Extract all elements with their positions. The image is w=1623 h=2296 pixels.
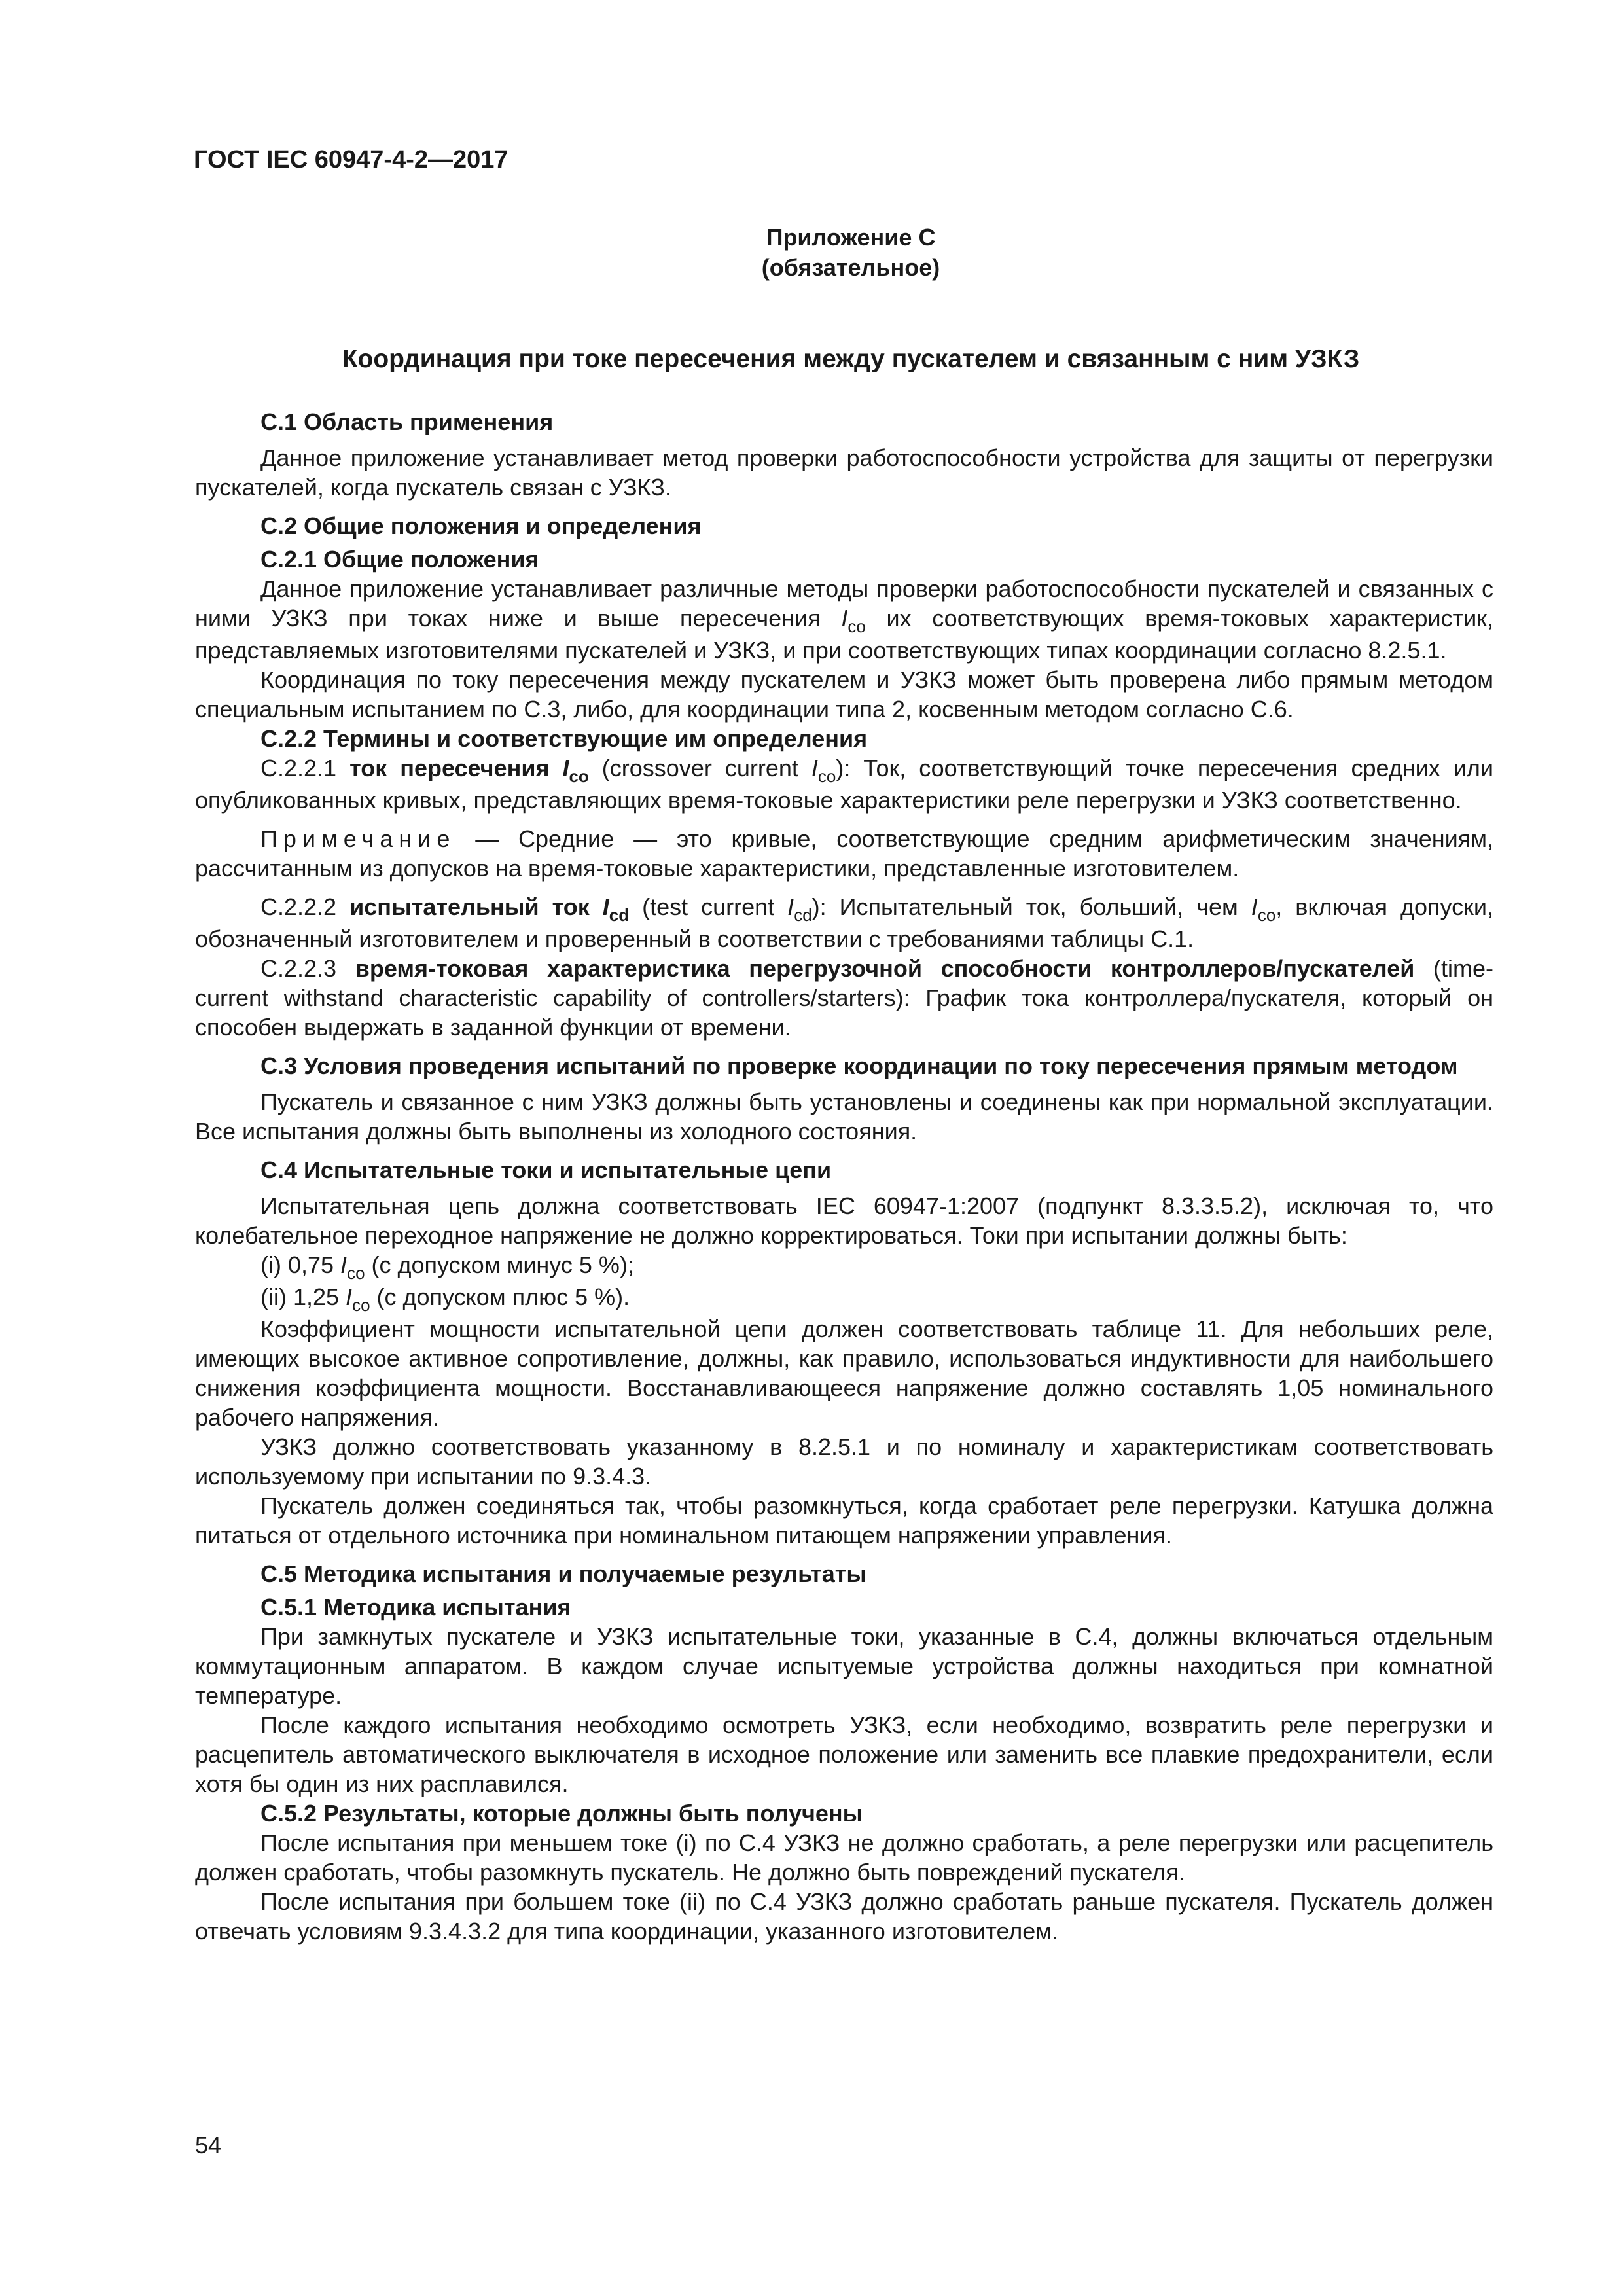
symbol: I: [811, 755, 818, 781]
paragraph: Координация по току пересечения между пускателем и УЗКЗ может быть проверена либо прямым методом специальным испытанием по С.3, либо, для координации типа 2, косвенным методом согласно С.6.: [195, 666, 1493, 723]
paragraph: После испытания при меньшем токе (i) по С.4 УЗКЗ не должно сработать, а реле перегрузки или расцепитель должен сработать, чтобы разомкнуть пускатель. Не должно быть повреждений пускателя.: [195, 1829, 1493, 1886]
definition-number: С.2.2.3: [260, 955, 355, 982]
section-heading-c5-1: С.5.1 Методика испытания: [260, 1594, 571, 1621]
paragraph: Испытательная цепь должна соответствовать IEC 60947-1:2007 (подпункт 8.3.3.5.2), исключая то, что колебательное переходное напряжение не должно корректироваться. Токи при испытании должны быть:: [195, 1193, 1493, 1249]
section-heading-c2-2: С.2.2 Термины и соответствующие им определения: [260, 725, 868, 752]
symbol: I: [841, 605, 848, 632]
paragraph: После испытания при большем токе (ii) по С.4 УЗКЗ должно сработать раньше пускателя. Пускатель должен отвечать условиям 9.3.4.3.2 для типа координации, указанного изготовителем.: [195, 1888, 1493, 1945]
text-run: (i) 0,75: [260, 1251, 341, 1278]
text-run: (time-current withstand characteristic capability of controllers/starters): График тока контроллера/пускателя, который он способен выдержать в заданной функции от времени.: [195, 955, 1493, 1041]
section-heading-c2-1: С.2.1 Общие положения: [260, 546, 539, 573]
paragraph: После каждого испытания необходимо осмотреть УЗКЗ, если необходимо, возвратить реле перегрузки и расцепитель автоматического выключателя в исходное положение или заменить все плавкие предохранители, если хотя бы один из них расплавился.: [195, 1712, 1493, 1797]
definition-number: С.2.2.1: [260, 755, 350, 781]
subscript: co: [347, 1263, 365, 1283]
text-run: (ii) 1,25: [260, 1283, 346, 1310]
definition-c2-2-3: [195, 954, 1493, 1042]
subscript: co: [569, 766, 589, 786]
definition-term: испытательный ток: [349, 893, 603, 920]
symbol: I: [346, 1283, 353, 1310]
text-run: (с допуском плюс 5 %).: [370, 1283, 630, 1310]
annex-title: Координация при токе пересечения между пускателем и связанным с ним УЗКЗ: [342, 345, 1360, 373]
paragraph: Данное приложение устанавливает метод проверки работоспособности устройства для защиты от перегрузки пускателей, когда пускатель связан с УЗКЗ.: [195, 444, 1493, 501]
note: [195, 824, 1493, 883]
note-label: Примечание: [260, 825, 456, 852]
paragraph: Пускатель и связанное с ним УЗКЗ должны быть установлены и соединены как при нормальной эксплуатации. Все испытания должны быть выполнены из холодного состояния.: [195, 1088, 1493, 1145]
list-item: [195, 1250, 1493, 1282]
list-item: [195, 1282, 1493, 1314]
subscript: co: [847, 617, 866, 636]
text-run: ): Ток, соответствующий точке пересечения средних или опубликованных кривых, представляющих время-токовые характеристики реле перегрузки и УЗКЗ соответственно.: [195, 755, 1493, 814]
symbol: I: [562, 755, 569, 781]
section-heading-c2: С.2 Общие положения и определения: [260, 512, 702, 539]
definition-c2-2-1: [195, 753, 1493, 815]
annex-label: Приложение С: [766, 224, 936, 251]
note-text: — Средние — это кривые, соответствующие средним арифметическим значениям, рассчитанным из допусков на время-токовые характеристики, представленные изготовителем.: [195, 825, 1493, 882]
symbol: I: [787, 893, 794, 920]
document-body: [195, 407, 1493, 1946]
symbol: I: [1251, 893, 1258, 920]
text-run: Данное приложение устанавливает различные методы проверки работоспособности пускателей и связанных с ними УЗКЗ при токах ниже и выше пересечения: [195, 575, 1493, 632]
definition-term: ток пересечения: [349, 755, 563, 781]
section-heading-c3: С.3 Условия проведения испытаний по проверке координации по току пересечения прямым методом: [260, 1052, 1458, 1079]
annex-status: (обязательное): [761, 254, 940, 281]
paragraph: При замкнутых пускателе и УЗКЗ испытательные токи, указанные в С.4, должны включаться отдельным коммутационным аппаратом. В каждом случае испытуемые устройства должны находиться при комнатной температуре.: [195, 1623, 1493, 1709]
symbol: I: [340, 1251, 348, 1278]
subscript: co: [352, 1295, 370, 1315]
document-code: ГОСТ IEC 60947-4-2—2017: [194, 146, 508, 173]
subscript: co: [1257, 905, 1276, 925]
paragraph: Пускатель должен соединяться так, чтобы разомкнуться, когда сработает реле перегрузки. Катушка должна питаться от отдельного источника при номинальном питающем напряжении управления.: [195, 1492, 1493, 1549]
section-heading-c4: С.4 Испытательные токи и испытательные цепи: [260, 1157, 832, 1183]
subscript: co: [817, 766, 836, 786]
text-run: (test current: [629, 893, 788, 920]
section-heading-c5: С.5 Методика испытания и получаемые результаты: [260, 1560, 867, 1587]
symbol: I: [602, 893, 609, 920]
section-heading-c5-2: С.5.2 Результаты, которые должны быть получены: [260, 1800, 863, 1827]
paragraph: [195, 574, 1493, 665]
subscript: cd: [794, 905, 812, 925]
section-heading-c1: С.1 Область применения: [260, 408, 554, 435]
text-run: , включая допуски, обозначенный изготовителем и проверенный в соответствии с требованиями таблицы С.1.: [195, 893, 1494, 952]
definition-c2-2-2: [195, 892, 1493, 954]
text-run: (crossover current: [588, 755, 812, 781]
text-run: (с допуском минус 5 %);: [365, 1251, 634, 1278]
annex-heading: [0, 223, 1623, 283]
paragraph: УЗКЗ должно соответствовать указанному в 8.2.5.1 и по номиналу и характеристикам соответствовать используемому при испытании по 9.3.4.3.: [195, 1433, 1493, 1490]
page-number: 54: [195, 2132, 222, 2159]
subscript: cd: [609, 905, 630, 925]
text-run: ): Испытательный ток, больший, чем: [812, 893, 1251, 920]
text-run: их соответствующих время-токовых характеристик, представляемых изготовителями пускателей и УЗКЗ, и при соответствующих типах координации согласно 8.2.5.1.: [195, 605, 1493, 664]
paragraph: Коэффициент мощности испытательной цепи должен соответствовать таблице 11. Для небольших реле, имеющих высокое активное сопротивление, должны, как правило, использоваться индуктивности для наибольшего снижения коэффициента мощности. Восстанавливающееся напряжение должно составлять 1,05 номинального рабочего напряжения.: [195, 1316, 1493, 1431]
definition-number: С.2.2.2: [260, 893, 350, 920]
definition-term: время-токовая характеристика перегрузочной способности контроллеров/пускателей: [355, 955, 1415, 982]
